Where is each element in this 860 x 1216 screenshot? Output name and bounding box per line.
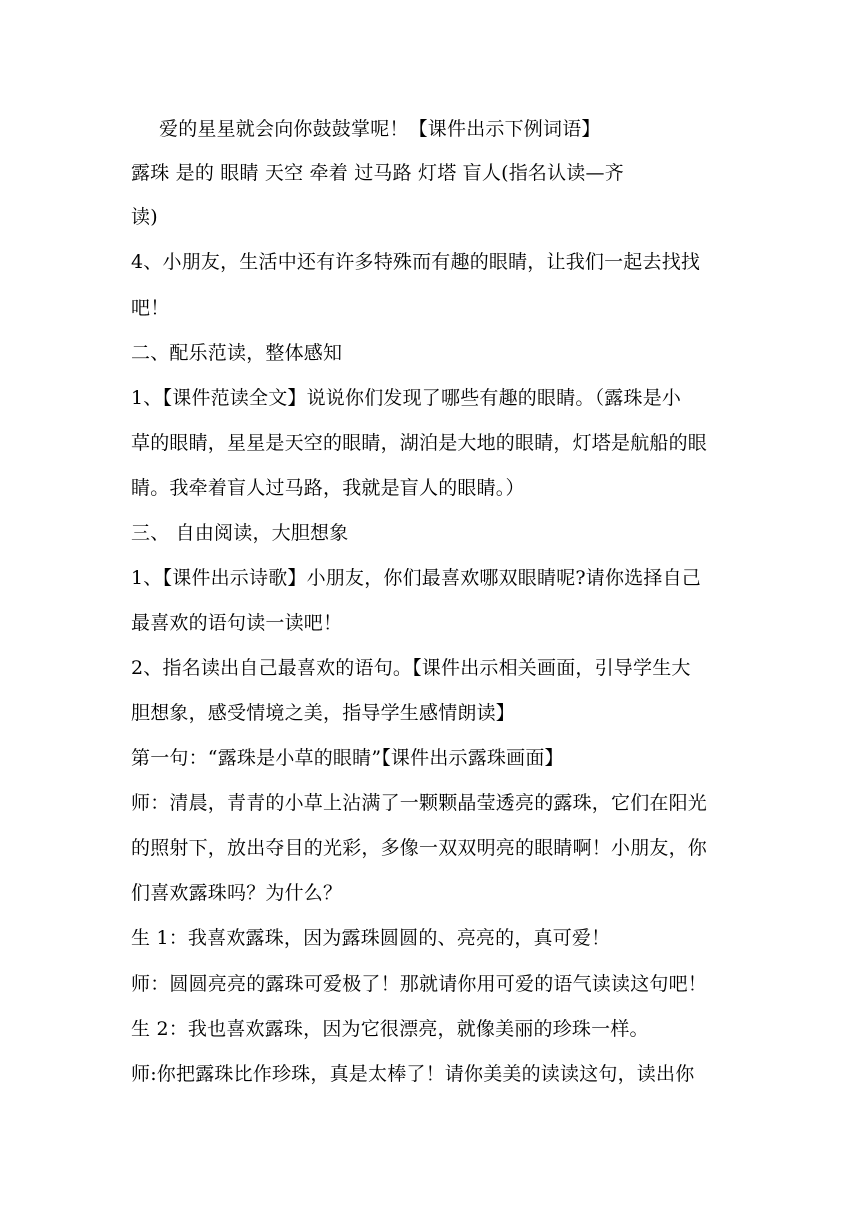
- paragraph-line: 爱的星星就会向你鼓鼓掌呢！【课件出示下例词语】: [159, 118, 601, 140]
- paragraph-line: 1、【课件出示诗歌】小朋友，你们最喜欢哪双眼睛呢?请你选择自己: [131, 567, 701, 589]
- paragraph-line: 们喜欢露珠吗？为什么？: [131, 882, 343, 904]
- section-heading: 二、配乐范读，整体感知: [131, 342, 343, 364]
- paragraph-line: 2、指名读出自己最喜欢的语句。【课件出示相关画面，引导学生大: [131, 657, 691, 679]
- paragraph-line: 草的眼睛，星星是天空的眼睛，湖泊是大地的眼睛，灯塔是航船的眼: [131, 432, 708, 454]
- paragraph-line: 胆想象，感受情境之美，指导学生感情朗读】: [131, 702, 516, 724]
- paragraph-line: 生 2：我也喜欢露珠，因为它很漂亮，就像美丽的珍珠一样。: [131, 1018, 649, 1040]
- paragraph-line: 师：清晨，青青的小草上沾满了一颗颗晶莹透亮的露珠，它们在阳光: [131, 792, 708, 814]
- paragraph-line: 最喜欢的语句读一读吧！: [131, 612, 343, 634]
- paragraph-line: 师：圆圆亮亮的露珠可爱极了！那就请你用可爱的语气读读这句吧！: [131, 973, 708, 995]
- section-heading: 三、 自由阅读，大胆想象: [131, 522, 349, 544]
- paragraph-line: 睛。我牵着盲人过马路，我就是盲人的眼睛。）: [131, 477, 525, 499]
- vocabulary-line: 露珠 是的 眼睛 天空 牵着 过马路 灯塔 盲人(指名认读—齐: [131, 162, 624, 184]
- paragraph-line: 读): [131, 206, 158, 228]
- paragraph-line: 4、小朋友，生活中还有许多特殊而有趣的眼睛，让我们一起去找找: [131, 251, 701, 273]
- paragraph-line: 的照射下，放出夺目的光彩，多像一双双明亮的眼睛啊！小朋友，你: [131, 837, 708, 859]
- paragraph-line: 师:你把露珠比作珍珠，真是太棒了！请你美美的读读这句，读出你: [131, 1063, 695, 1085]
- paragraph-line: 吧！: [131, 297, 170, 319]
- paragraph-line: 1、【课件范读全文】说说你们发现了哪些有趣的眼睛。（露珠是小: [131, 387, 682, 409]
- paragraph-line: 生 1：我喜欢露珠，因为露珠圆圆的、亮亮的，真可爱！: [131, 927, 611, 949]
- paragraph-line: 第一句：“露珠是小草的眼睛”【课件出示露珠画面】: [131, 747, 564, 769]
